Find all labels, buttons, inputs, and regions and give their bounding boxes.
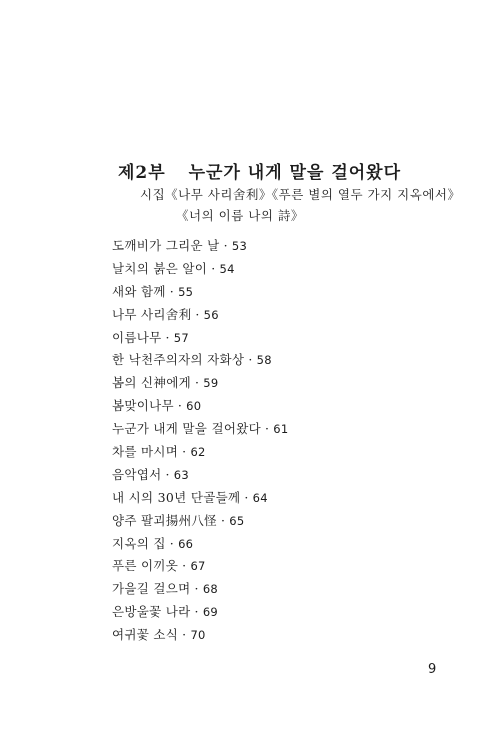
- toc-entry-page: 55: [178, 284, 194, 299]
- toc-entry-page: 65: [229, 513, 245, 528]
- toc-entry-page: 66: [178, 536, 194, 551]
- toc-separator: ·: [182, 558, 187, 574]
- toc-entry[interactable]: [112, 281, 288, 304]
- source-collections-line-2: 《너의 이름 나의 詩》: [176, 208, 304, 223]
- toc-entry-title: 여귀꽃 소식: [112, 627, 179, 643]
- toc-entry-page: 58: [256, 353, 272, 368]
- toc-entry-title: 봄맞이나무: [112, 398, 174, 414]
- part-heading: [118, 158, 401, 183]
- toc-separator: ·: [182, 444, 187, 460]
- toc-entry-page: 67: [190, 559, 206, 574]
- toc-entry-page: 63: [173, 467, 190, 482]
- toc-entry[interactable]: [112, 395, 288, 418]
- source-collections-line-1: 시집《나무 사리舍利》《푸른 별의 열두 가지 지옥에서》: [140, 187, 461, 202]
- toc-separator: ·: [220, 512, 226, 528]
- toc-entry-title: 한 낙천주의자의 자화상: [112, 352, 245, 368]
- toc-entry-title: 이름나무: [112, 329, 162, 345]
- toc-entry-title: 가을길 걸으며: [112, 581, 191, 597]
- part-title: 누군가 내게 말을 걸어왔다: [188, 163, 402, 183]
- toc-entry-page: 56: [203, 307, 219, 322]
- toc-entry[interactable]: [112, 487, 288, 510]
- toc-entry-page: 64: [252, 490, 268, 505]
- toc-separator: ·: [194, 375, 200, 391]
- toc-entry[interactable]: [112, 555, 288, 578]
- toc-entry[interactable]: [112, 441, 288, 464]
- toc-separator: ·: [182, 627, 187, 643]
- toc-separator: ·: [264, 421, 270, 437]
- toc-entry[interactable]: [112, 235, 288, 258]
- toc-separator: ·: [211, 260, 216, 276]
- page-number: 9: [428, 662, 437, 677]
- toc-entry[interactable]: [112, 304, 288, 327]
- toc-entry-title: 봄의 신神에게: [112, 375, 191, 391]
- toc-entry-title: 양주 팔괴揚州八怪: [112, 512, 217, 528]
- toc-entry-title: 차를 마시며: [112, 444, 179, 460]
- toc-separator: ·: [169, 535, 175, 551]
- toc-entry[interactable]: [112, 418, 288, 441]
- part-number: 제2부: [118, 163, 166, 183]
- toc-entry[interactable]: [112, 510, 288, 533]
- toc-entry[interactable]: [112, 578, 288, 601]
- toc-entry-title: 은방울꽃 나라: [112, 604, 191, 620]
- toc-entry-page: 61: [273, 422, 289, 437]
- toc-entry-page: 68: [202, 582, 219, 597]
- toc-entry-title: 날치의 붉은 알이: [112, 260, 208, 276]
- toc-entry-title: 지옥의 집: [112, 535, 166, 551]
- toc-entry-page: 70: [190, 628, 206, 643]
- toc-entry[interactable]: [112, 327, 288, 350]
- toc-separator: ·: [177, 398, 183, 414]
- table-of-contents: [112, 235, 288, 647]
- toc-entry-title: 나무 사리舍利: [112, 306, 192, 322]
- toc-entry[interactable]: [112, 624, 288, 647]
- toc-separator: ·: [195, 306, 200, 322]
- toc-separator: ·: [248, 352, 253, 368]
- toc-entry-page: 59: [203, 376, 219, 391]
- toc-separator: ·: [165, 329, 170, 345]
- toc-entry-title: 누군가 내게 말을 걸어왔다: [112, 421, 261, 437]
- toc-separator: ·: [165, 466, 170, 482]
- toc-separator: ·: [194, 581, 199, 597]
- toc-entry-title: 새와 함께: [112, 283, 166, 299]
- toc-entry-page: 62: [190, 445, 206, 460]
- toc-separator: ·: [169, 283, 175, 299]
- toc-separator: ·: [244, 489, 249, 505]
- toc-entry[interactable]: [112, 372, 288, 395]
- toc-entry[interactable]: [112, 464, 288, 487]
- toc-entry-page: 69: [202, 605, 219, 620]
- toc-separator: ·: [194, 604, 199, 620]
- toc-separator: ·: [223, 238, 228, 253]
- toc-entry-title: 푸른 이끼옷: [112, 558, 179, 574]
- toc-entry-title: 내 시의 30년 단골들께: [112, 489, 241, 505]
- toc-entry[interactable]: [112, 601, 288, 624]
- toc-entry[interactable]: [112, 533, 288, 556]
- toc-entry-page: 54: [219, 261, 235, 276]
- toc-entry[interactable]: [112, 258, 288, 281]
- toc-entry-page: 60: [186, 399, 202, 414]
- toc-entry-title: 도깨비가 그리운 날: [112, 238, 220, 253]
- toc-entry-title: 음악엽서: [112, 466, 162, 482]
- toc-entry-page: 53: [231, 239, 248, 253]
- toc-entry-page: 57: [173, 330, 190, 345]
- toc-entry[interactable]: [112, 349, 288, 372]
